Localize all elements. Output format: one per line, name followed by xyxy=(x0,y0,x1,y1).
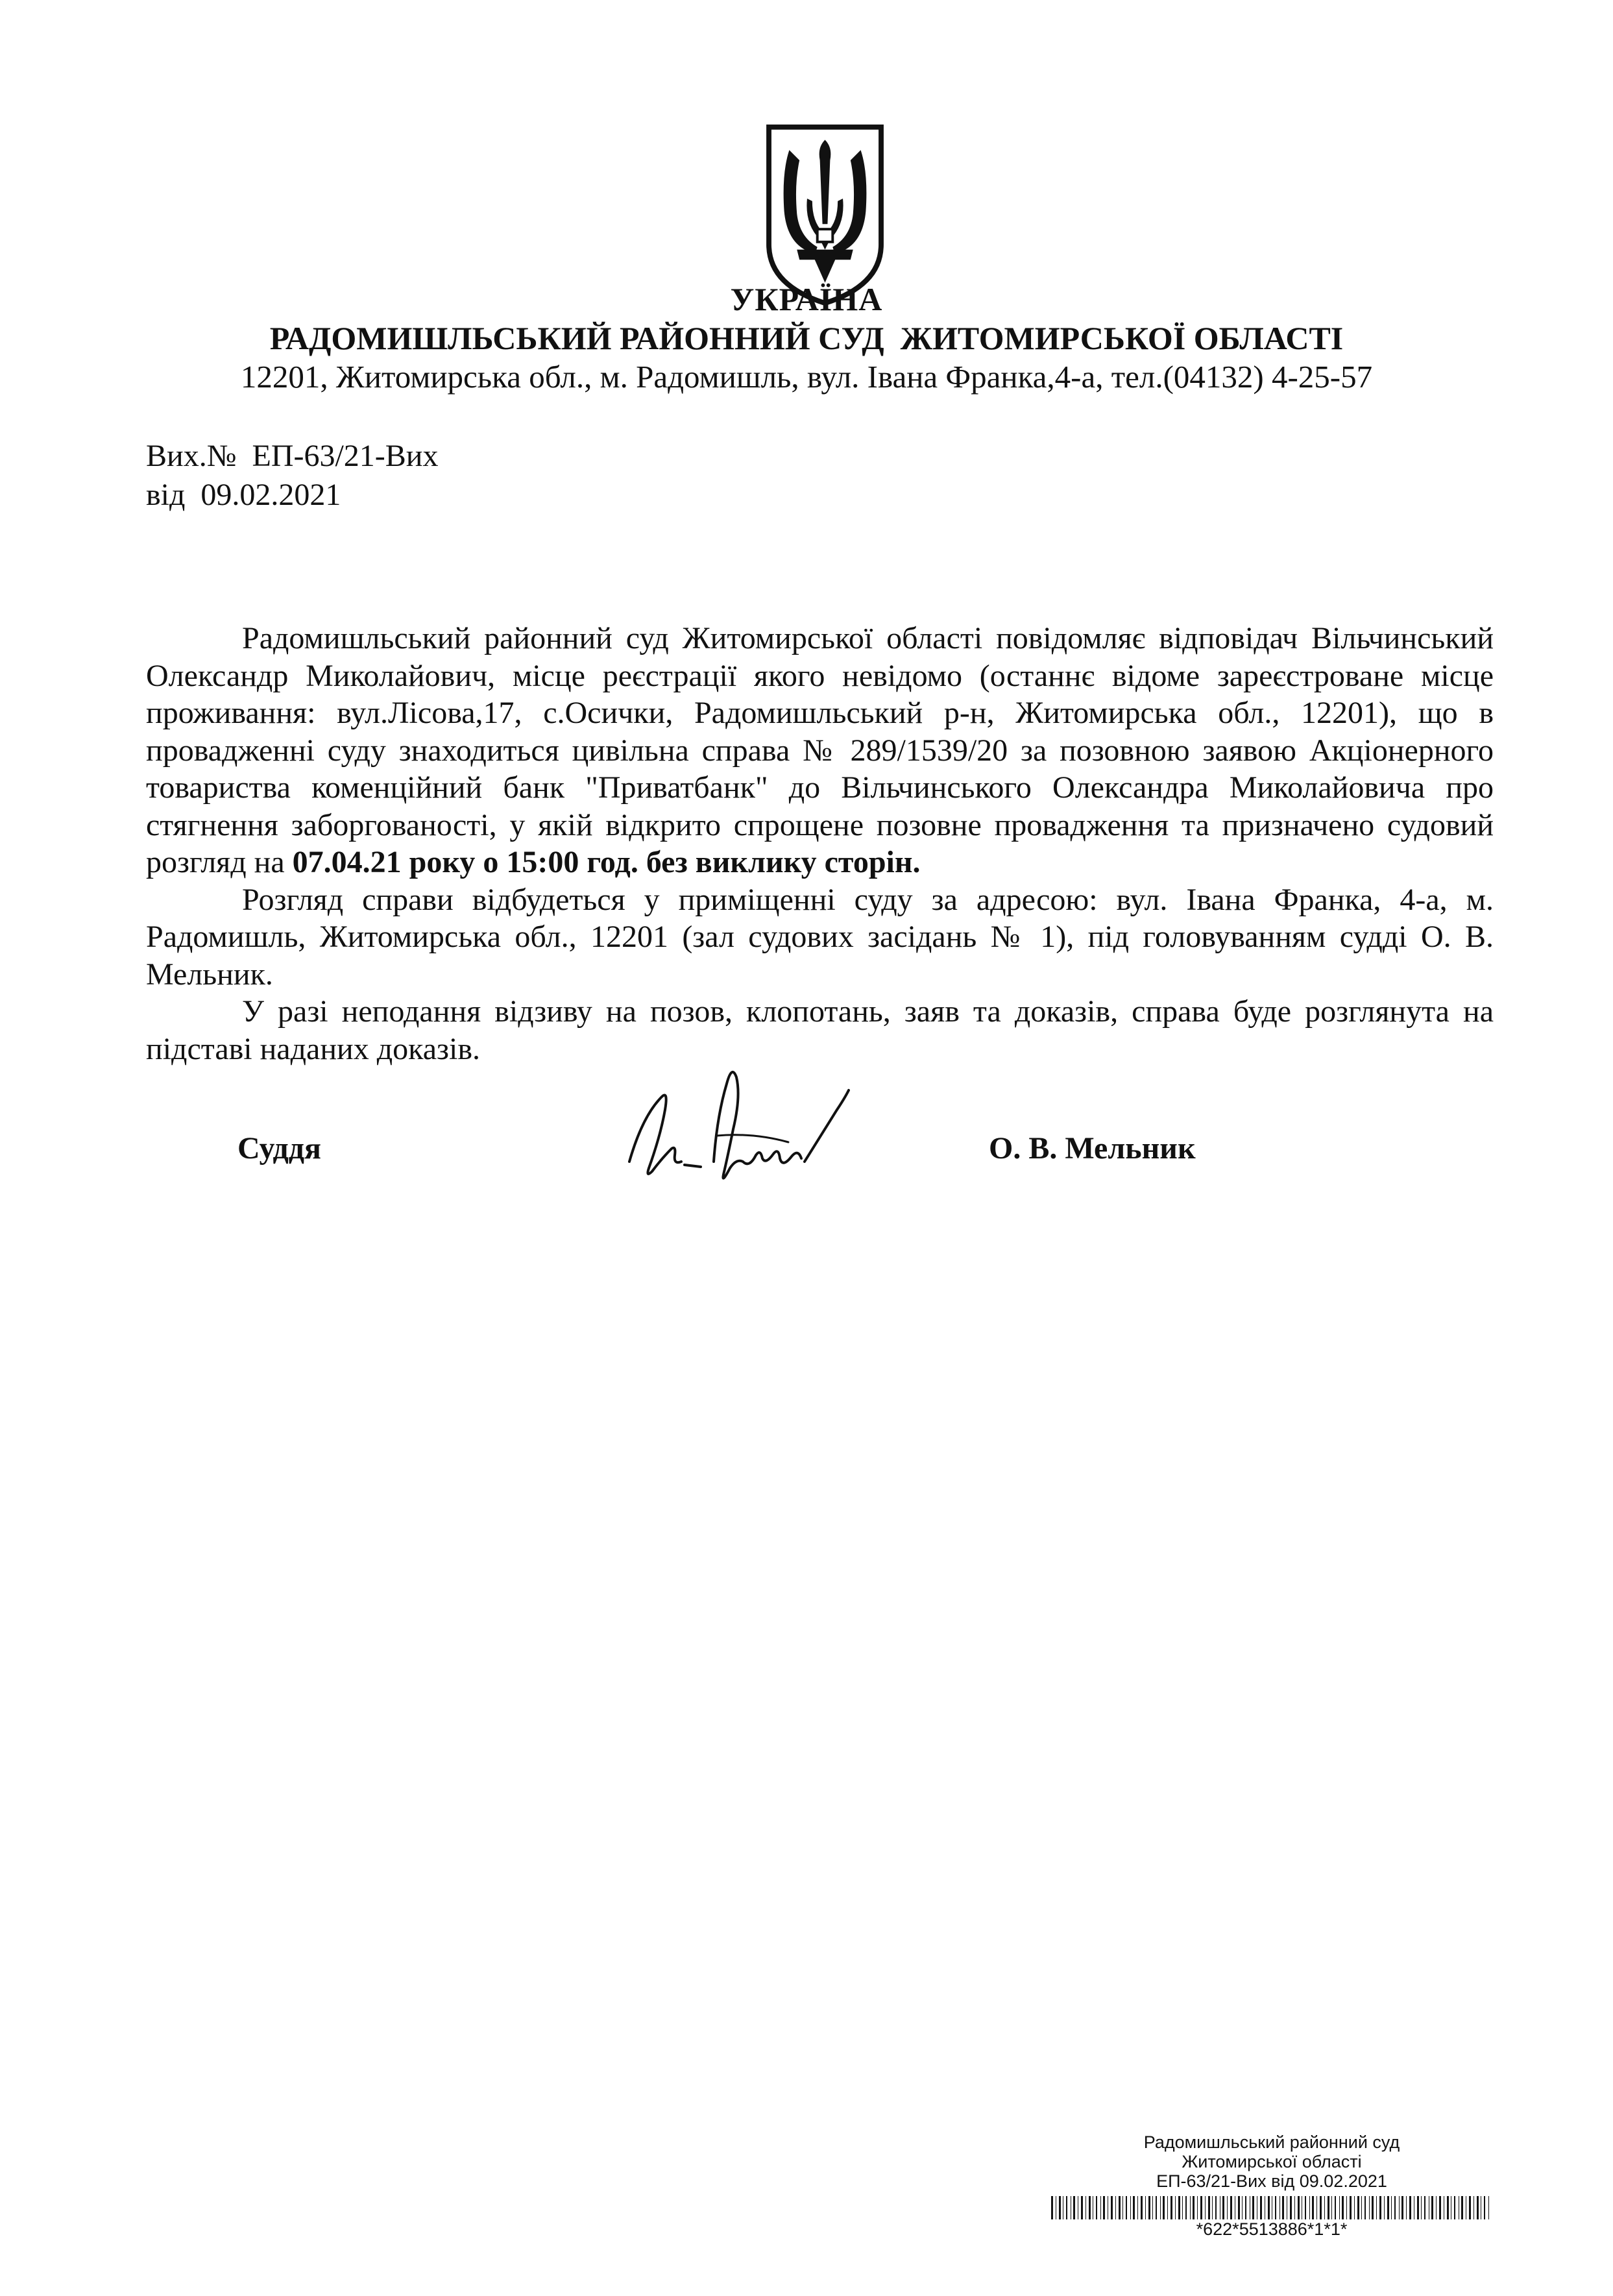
barcode-bar xyxy=(1182,2196,1183,2219)
barcode-bar xyxy=(1103,2196,1105,2219)
barcode-bar xyxy=(1488,2196,1489,2219)
barcode-bar xyxy=(1205,2196,1206,2219)
barcode-bar xyxy=(1222,2196,1224,2219)
barcode-bar xyxy=(1208,2196,1210,2219)
barcode-bar xyxy=(1298,2196,1300,2219)
barcode-bar xyxy=(1305,2196,1306,2219)
barcode-bar xyxy=(1421,2196,1422,2219)
barcode-bar xyxy=(1391,2196,1392,2219)
barcode-bar xyxy=(1252,2196,1254,2219)
barcode-bar xyxy=(1364,2196,1366,2219)
outgoing-date: від 09.02.2021 xyxy=(146,478,341,512)
barcode-bar xyxy=(1066,2196,1067,2219)
barcode-bar xyxy=(1085,2196,1086,2219)
barcode-bar xyxy=(1477,2196,1479,2219)
barcode-bar xyxy=(1059,2196,1061,2219)
court-address: 12201, Житомирська обл., м. Радомишль, вул. Івана Франка,4-а, тел.(04132) 4-25-57 xyxy=(240,359,1373,395)
barcode-bar xyxy=(1461,2196,1463,2219)
stamp-line-1: Радомишльський районний суд xyxy=(1143,2132,1400,2152)
handwritten-signature xyxy=(603,1038,876,1207)
barcode-bar xyxy=(1245,2196,1246,2219)
barcode-bar xyxy=(1133,2196,1135,2219)
barcode-bar xyxy=(1376,2196,1377,2219)
barcode-bar xyxy=(1212,2196,1213,2219)
barcode-bar xyxy=(1290,2196,1292,2219)
barcode-bar xyxy=(1081,2196,1083,2219)
outgoing-reference xyxy=(146,437,439,515)
barcode-bar xyxy=(1100,2196,1101,2219)
barcode-bar xyxy=(1339,2196,1340,2219)
barcode-bar xyxy=(1268,2196,1270,2219)
paragraph-2: Розгляд справи відбудеться у приміщенні суду за адресою: вул. Івана Франка, 4-а, м. Радомишль, Житомирська обл., 12201 (зал судових засідань № 1), під головуванням судді О. В. Мельник. xyxy=(146,882,1494,992)
paragraph-1 xyxy=(146,620,1494,881)
barcode-bar xyxy=(1431,2196,1433,2219)
barcode-bar xyxy=(1242,2196,1243,2219)
barcode-bar xyxy=(1051,2196,1053,2219)
barcode-bar xyxy=(1160,2196,1161,2219)
barcode-bar xyxy=(1324,2196,1325,2219)
barcode-bar xyxy=(1354,2196,1355,2219)
barcode-bar xyxy=(1384,2196,1385,2219)
barcode-bar xyxy=(1096,2196,1097,2219)
barcode-bar xyxy=(1148,2196,1150,2219)
barcode-bar xyxy=(1130,2196,1131,2219)
barcode-bar xyxy=(1279,2196,1280,2219)
barcode-bar xyxy=(1156,2196,1157,2219)
barcode-bar xyxy=(1115,2196,1116,2219)
barcode-bar xyxy=(1406,2196,1407,2219)
barcode-bar xyxy=(1447,2196,1449,2219)
barcode-bar xyxy=(1294,2196,1295,2219)
barcode-bar xyxy=(1342,2196,1344,2219)
barcode-text: *622*5513886*1*1* xyxy=(1196,2219,1348,2239)
signer-name: О. В. Мельник xyxy=(989,1131,1196,1166)
paragraph-3: У разі неподання відзиву на позов, клопотань, заяв та доказів, справа буде розглянута на підставі наданих доказів. xyxy=(146,994,1494,1066)
barcode-bar xyxy=(1436,2196,1437,2219)
barcode-bar xyxy=(1387,2196,1389,2219)
barcode-bar xyxy=(1197,2196,1198,2219)
barcode-bar xyxy=(1282,2196,1284,2219)
notice-body xyxy=(146,620,1494,1068)
barcode-bar xyxy=(1119,2196,1121,2219)
barcode-bar xyxy=(1238,2196,1240,2219)
registration-stamp xyxy=(1051,2132,1492,2191)
barcode-bar xyxy=(1439,2196,1441,2219)
barcode-bar xyxy=(1141,2196,1143,2219)
barcode-bar xyxy=(1369,2196,1370,2219)
barcode-bar xyxy=(1469,2196,1471,2219)
paragraph-1-text: Радомишльський районний суд Житомирської області повідомляє відповідач Вільчинський Олександр Миколайович, місце реєстрації якого невідомо (останнє відоме зареєстроване місце проживання: вул.Лісова,17, с.Осички, Радомишльський р-н, Житомирська обл., 12201), що в провадженні суду знаходиться цивільна справа № 289/1539/20 за позовною заявою Акціонерного товариства коменційний банк "Приватбанк" до Вільчинського Олександра Миколайовича про стягнення заборгованості, у якій відкрито спрощене позовне провадження та призначено судовий розгляд на xyxy=(146,621,1494,879)
barcode-bar xyxy=(1361,2196,1362,2219)
barcode-bar xyxy=(1320,2196,1322,2219)
barcode-bar xyxy=(1394,2196,1396,2219)
barcode-bar xyxy=(1185,2196,1187,2219)
barcode-bar xyxy=(1316,2196,1317,2219)
barcode-bar xyxy=(1260,2196,1262,2219)
barcode-bar xyxy=(1073,2196,1075,2219)
stamp-line-3: ЕП-63/21-Вих від 09.02.2021 xyxy=(1156,2171,1387,2191)
barcode-bar xyxy=(1372,2196,1374,2219)
barcode-bar xyxy=(1350,2196,1352,2219)
barcode-bar xyxy=(1399,2196,1400,2219)
stamp-line-2: Житомирської області xyxy=(1182,2152,1362,2171)
barcode-bar xyxy=(1328,2196,1329,2219)
barcode-bar xyxy=(1137,2196,1138,2219)
barcode-bar xyxy=(1111,2196,1113,2219)
barcode-bar xyxy=(1401,2196,1403,2219)
barcode-bar xyxy=(1335,2196,1336,2219)
outgoing-number: Вих.№ ЕП-63/21-Вих xyxy=(146,439,439,473)
barcode-bar xyxy=(1190,2196,1191,2219)
barcode-bar xyxy=(1163,2196,1165,2219)
barcode-bar xyxy=(1122,2196,1123,2219)
signer-role: Суддя xyxy=(237,1131,321,1166)
barcode-bar xyxy=(1331,2196,1332,2219)
court-name: РАДОМИШЛЬСЬКИЙ РАЙОННИЙ СУД ЖИТОМИРСЬКОЇ ОБЛАСТІ xyxy=(269,320,1344,356)
barcode-bar xyxy=(1379,2196,1381,2219)
barcode-bar xyxy=(1200,2196,1202,2219)
barcode-bar xyxy=(1126,2196,1127,2219)
barcode-bar xyxy=(1089,2196,1091,2219)
country-title: УКРАЇНА xyxy=(730,281,883,317)
barcode-bar xyxy=(1417,2196,1419,2219)
barcode-bar xyxy=(1215,2196,1217,2219)
barcode-bar xyxy=(1170,2196,1172,2219)
barcode-bar xyxy=(1193,2196,1195,2219)
barcode-bar xyxy=(1312,2196,1314,2219)
barcode-bar xyxy=(1145,2196,1146,2219)
barcode-bar xyxy=(1309,2196,1310,2219)
barcode-bar xyxy=(1152,2196,1153,2219)
barcode-bar xyxy=(1346,2196,1347,2219)
barcode-bar xyxy=(1409,2196,1411,2219)
hearing-datetime: 07.04.21 року о 15:00 год. без виклику сторін. xyxy=(292,845,921,879)
barcode-bar xyxy=(1178,2196,1180,2219)
barcode-bar xyxy=(1167,2196,1168,2219)
barcode-bar xyxy=(1275,2196,1276,2219)
barcode-bar xyxy=(1230,2196,1232,2219)
barcode xyxy=(1051,2196,1492,2219)
barcode-bar xyxy=(1454,2196,1455,2219)
barcode-bar xyxy=(1175,2196,1176,2219)
barcode-bar xyxy=(1484,2196,1485,2219)
barcode-bar xyxy=(1227,2196,1228,2219)
barcode-bar xyxy=(1357,2196,1359,2219)
barcode-bar xyxy=(1424,2196,1425,2219)
